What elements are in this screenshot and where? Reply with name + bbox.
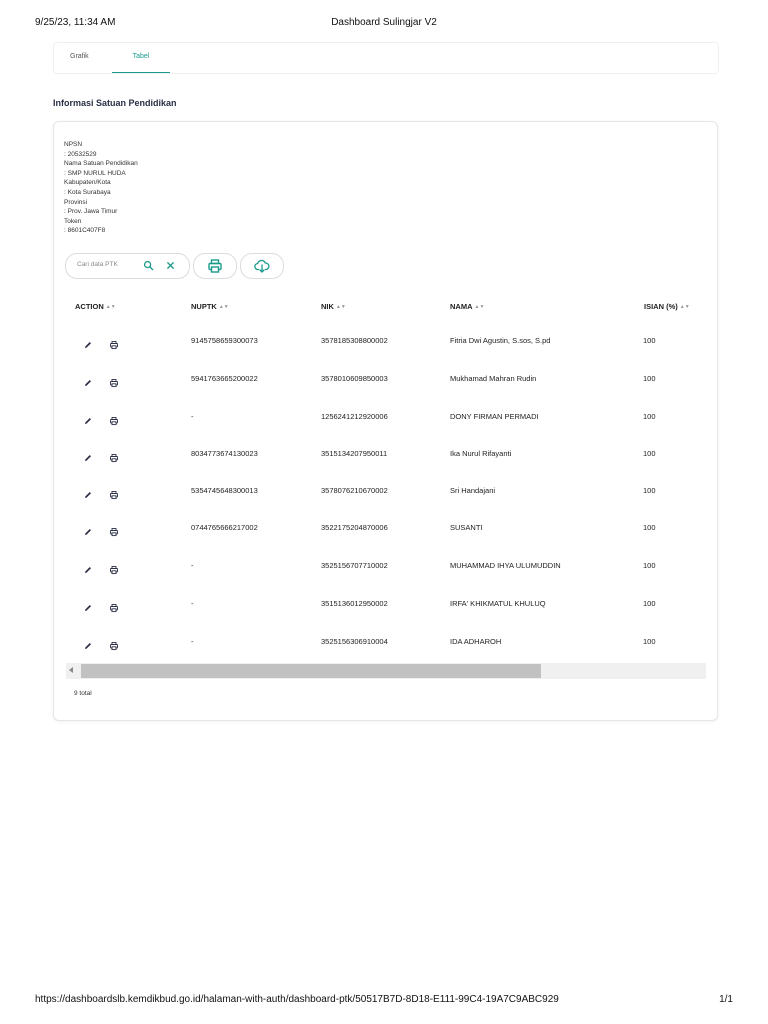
- cell-nik: 3578076210670002: [321, 486, 388, 495]
- printer-icon[interactable]: [109, 524, 119, 534]
- city-value: : Kota Surabaya: [64, 188, 111, 196]
- tab-tabel[interactable]: Tabel: [112, 43, 170, 73]
- cell-isian: 100: [643, 637, 656, 646]
- section-title: Informasi Satuan Pendidikan: [53, 98, 177, 108]
- page-url: https://dashboardslb.kemdikbud.go.id/halaman-with-auth/dashboard-ptk/50517B7D-8D18-E111-99C4-19A7C9ABC929: [35, 994, 559, 1005]
- scroll-left-arrow-icon[interactable]: [69, 667, 73, 673]
- cell-nik: 3522175204870006: [321, 523, 388, 532]
- column-header-action[interactable]: [75, 302, 116, 311]
- cell-nama: Sri Handajani: [450, 486, 496, 495]
- province-label: Provinsi: [64, 198, 88, 206]
- province-value: : Prov. Jawa Timur: [64, 208, 118, 216]
- cell-nik: 3525156707710002: [321, 561, 388, 570]
- edit-pencil-icon[interactable]: [83, 450, 93, 460]
- edit-pencil-icon[interactable]: [83, 337, 93, 347]
- column-header-isian[interactable]: [644, 302, 690, 311]
- cell-nuptk: -: [191, 561, 194, 570]
- cell-nuptk: 8034773674130023: [191, 449, 258, 458]
- cell-nuptk: 5354745648300013: [191, 486, 258, 495]
- table-row: [54, 486, 717, 523]
- cell-isian: 100: [643, 336, 656, 345]
- edit-pencil-icon[interactable]: [83, 600, 93, 610]
- table-row: [54, 599, 717, 636]
- total-count: 9 total: [74, 690, 92, 697]
- print-button[interactable]: [193, 253, 237, 279]
- search-icon[interactable]: [143, 260, 154, 271]
- school-info-card: [53, 121, 718, 721]
- school-name-value: : SMP NURUL HUDA: [64, 169, 126, 177]
- table-row: [54, 449, 717, 486]
- column-header-nuptk[interactable]: [191, 302, 229, 311]
- table-row: [54, 336, 717, 373]
- printer-icon: [207, 258, 223, 274]
- printer-icon[interactable]: [109, 562, 119, 572]
- table-row: [54, 412, 717, 449]
- city-label: Kabupaten/Kota: [64, 179, 111, 187]
- column-header-nama[interactable]: [450, 302, 484, 311]
- table-row: [54, 374, 717, 411]
- edit-pencil-icon[interactable]: [83, 375, 93, 385]
- cell-nik: 1256241212920006: [321, 412, 388, 421]
- column-header-nuptk-label: NUPTK: [191, 302, 217, 311]
- cell-nik: 3515136012950002: [321, 599, 388, 608]
- cell-isian: 100: [643, 561, 656, 570]
- printer-icon[interactable]: [109, 450, 119, 460]
- cell-isian: 100: [643, 523, 656, 532]
- cell-nama: Fitria Dwi Agustin, S.sos, S.pd: [450, 336, 551, 345]
- view-tabs: [53, 42, 719, 74]
- column-header-nik-label: NIK: [321, 302, 334, 311]
- cell-nuptk: 5941763665200022: [191, 374, 258, 383]
- cell-isian: 100: [643, 412, 656, 421]
- cell-isian: 100: [643, 599, 656, 608]
- print-header: [35, 17, 733, 31]
- cell-nama: MUHAMMAD IHYA ULUMUDDIN: [450, 561, 561, 570]
- cell-nuptk: -: [191, 637, 194, 646]
- edit-pencil-icon[interactable]: [83, 562, 93, 572]
- cell-nama: Ika Nurul Rifayanti: [450, 449, 512, 458]
- cell-nuptk: 0744765666217002: [191, 523, 258, 532]
- print-datetime: 9/25/23, 11:34 AM: [35, 17, 116, 28]
- cell-nuptk: 9145758659300073: [191, 336, 258, 345]
- cell-nama: Mukhamad Mahran Rudin: [450, 374, 537, 383]
- sort-icon: ▲▼: [218, 304, 229, 310]
- edit-pencil-icon[interactable]: [83, 638, 93, 648]
- printer-icon[interactable]: [109, 413, 119, 423]
- printer-icon[interactable]: [109, 600, 119, 610]
- printer-icon[interactable]: [109, 375, 119, 385]
- sort-icon: ▲▼: [105, 304, 116, 310]
- close-icon[interactable]: [165, 260, 176, 271]
- scrollbar-thumb[interactable]: [81, 664, 541, 678]
- edit-pencil-icon[interactable]: [83, 524, 93, 534]
- column-header-action-label: ACTION: [75, 302, 104, 311]
- edit-pencil-icon[interactable]: [83, 413, 93, 423]
- school-name-label: Nama Satuan Pendidikan: [64, 160, 138, 168]
- npsn-value: : 20532529: [64, 150, 97, 158]
- cell-nik: 3515134207950011: [321, 449, 388, 458]
- search-input[interactable]: [65, 253, 190, 279]
- sort-icon: ▲▼: [679, 304, 690, 310]
- column-header-isian-label: ISIAN (%): [644, 302, 678, 311]
- search-placeholder: Cari data PTK: [77, 261, 118, 268]
- printer-icon[interactable]: [109, 337, 119, 347]
- column-header-nik[interactable]: [321, 302, 346, 311]
- cloud-download-icon: [254, 258, 270, 274]
- cell-nama: DONY FIRMAN PERMADI: [450, 412, 539, 421]
- horizontal-scrollbar[interactable]: [66, 663, 706, 679]
- column-header-nama-label: NAMA: [450, 302, 473, 311]
- cell-nuptk: -: [191, 599, 194, 608]
- cell-nama: IRFA' KHIKMATUL KHULUQ: [450, 599, 546, 608]
- sort-icon: ▲▼: [474, 304, 485, 310]
- printer-icon[interactable]: [109, 638, 119, 648]
- edit-pencil-icon[interactable]: [83, 487, 93, 497]
- tab-grafik[interactable]: Grafik: [70, 53, 89, 60]
- document-title: Dashboard Sulingjar V2: [331, 17, 437, 28]
- page-number: 1/1: [719, 994, 733, 1005]
- cell-nik: 3525156306910004: [321, 637, 388, 646]
- cell-nama: IDA ADHAROH: [450, 637, 502, 646]
- cell-nik: 3578010609850003: [321, 374, 388, 383]
- cell-nama: SUSANTI: [450, 523, 483, 532]
- cell-nik: 3578185308800002: [321, 336, 388, 345]
- cell-isian: 100: [643, 449, 656, 458]
- cell-isian: 100: [643, 374, 656, 383]
- download-button[interactable]: [240, 253, 284, 279]
- table-row: [54, 561, 717, 598]
- token-label: Token: [64, 217, 82, 225]
- school-info: [64, 140, 138, 236]
- sort-icon: ▲▼: [335, 304, 346, 310]
- cell-nuptk: -: [191, 412, 194, 421]
- token-value: : 8601C407F8: [64, 227, 106, 235]
- cell-isian: 100: [643, 486, 656, 495]
- table-row: [54, 523, 717, 560]
- printer-icon[interactable]: [109, 487, 119, 497]
- npsn-label: NPSN: [64, 141, 83, 148]
